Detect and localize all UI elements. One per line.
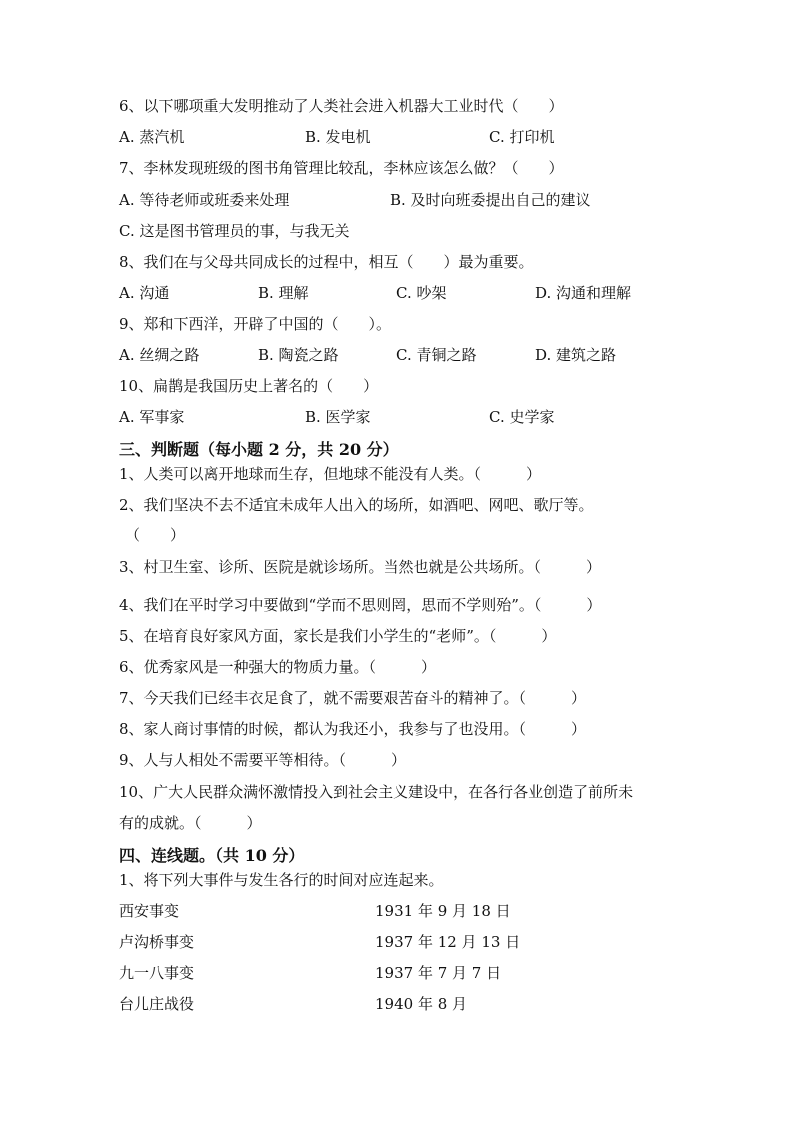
judge-q6: 6、优秀家风是一种强大的物质力量。（ ） <box>119 658 437 676</box>
judge-q3: 3、村卫生室、诊所、医院是就诊场所。当然也就是公共场所。（ ） <box>119 558 602 576</box>
q7-option-c: C. 这是图书管理员的事，与我无关 <box>119 222 350 240</box>
judge-q10-cont: 有的成就。（ ） <box>119 814 262 832</box>
match-event: 九一八事变 <box>119 964 195 982</box>
judge-q7: 7、今天我们已经丰衣足食了，就不需要艰苦奋斗的精神了。（ ） <box>119 689 587 707</box>
judge-q9: 9、人与人相处不需要平等相待。（ ） <box>119 751 407 769</box>
q9-option-b: B. 陶瓷之路 <box>258 346 339 364</box>
question-10-stem: 10、扁鹊是我国历史上著名的（ ） <box>119 377 379 395</box>
q6-option-c: C. 打印机 <box>489 128 555 146</box>
question-8-stem: 8、我们在与父母共同成长的过程中，相互（ ）最为重要。 <box>119 253 534 271</box>
section-match-heading: 四、连线题。（共 10 分） <box>119 846 305 865</box>
q7-option-a: A. 等待老师或班委来处理 <box>119 191 290 209</box>
judge-q4: 4、我们在平时学习中要做到“学而不思则罔，思而不学则殆”。（ ） <box>119 596 602 614</box>
judge-q2-blank: （ ） <box>125 526 186 544</box>
match-event: 台儿庄战役 <box>119 995 195 1013</box>
question-7-stem: 7、李林发现班级的图书角管理比较乱，李林应该怎么做？（ ） <box>119 159 564 177</box>
q10-option-a: A. 军事家 <box>119 408 185 426</box>
q9-option-c: C. 青铜之路 <box>396 346 477 364</box>
judge-q2: 2、我们坚决不去不适宜未成年人出入的场所，如酒吧、网吧、歌厅等。 <box>119 496 594 514</box>
match-q1: 1、将下列大事件与发生各行的时间对应连起来。 <box>119 871 444 889</box>
judge-q5: 5、在培育良好家风方面，家长是我们小学生的“老师”。（ ） <box>119 627 557 645</box>
section-judge-heading: 三、判断题（每小题 2 分，共 20 分） <box>119 440 399 459</box>
q8-option-b: B. 理解 <box>258 284 309 302</box>
judge-q8: 8、家人商讨事情的时候，都认为我还小，我参与了也没用。（ ） <box>119 720 587 738</box>
question-6-stem: 6、以下哪项重大发明推动了人类社会进入机器大工业时代（ ） <box>119 97 564 115</box>
q8-option-c: C. 吵架 <box>396 284 447 302</box>
match-event: 西安事变 <box>119 902 180 920</box>
q7-option-b: B. 及时向班委提出自己的建议 <box>390 191 591 209</box>
q10-option-c: C. 史学家 <box>489 408 555 426</box>
q9-option-a: A. 丝绸之路 <box>119 346 200 364</box>
q6-option-a: A. 蒸汽机 <box>119 128 185 146</box>
q6-option-b: B. 发电机 <box>305 128 371 146</box>
q10-option-b: B. 医学家 <box>305 408 371 426</box>
match-date: 1940 年 8 月 <box>375 995 468 1013</box>
match-date: 1937 年 7 月 7 日 <box>375 964 502 982</box>
q8-option-a: A. 沟通 <box>119 284 170 302</box>
match-date: 1931 年 9 月 18 日 <box>375 902 511 920</box>
q8-option-d: D. 沟通和理解 <box>535 284 632 302</box>
q9-option-d: D. 建筑之路 <box>535 346 617 364</box>
question-9-stem: 9、郑和下西洋，开辟了中国的（ ）。 <box>119 315 392 333</box>
judge-q10: 10、广大人民群众满怀激情投入到社会主义建设中，在各行各业创造了前所未 <box>119 783 634 801</box>
judge-q1: 1、人类可以离开地球而生存，但地球不能没有人类。（ ） <box>119 465 542 483</box>
match-date: 1937 年 12 月 13 日 <box>375 933 521 951</box>
match-event: 卢沟桥事变 <box>119 933 195 951</box>
